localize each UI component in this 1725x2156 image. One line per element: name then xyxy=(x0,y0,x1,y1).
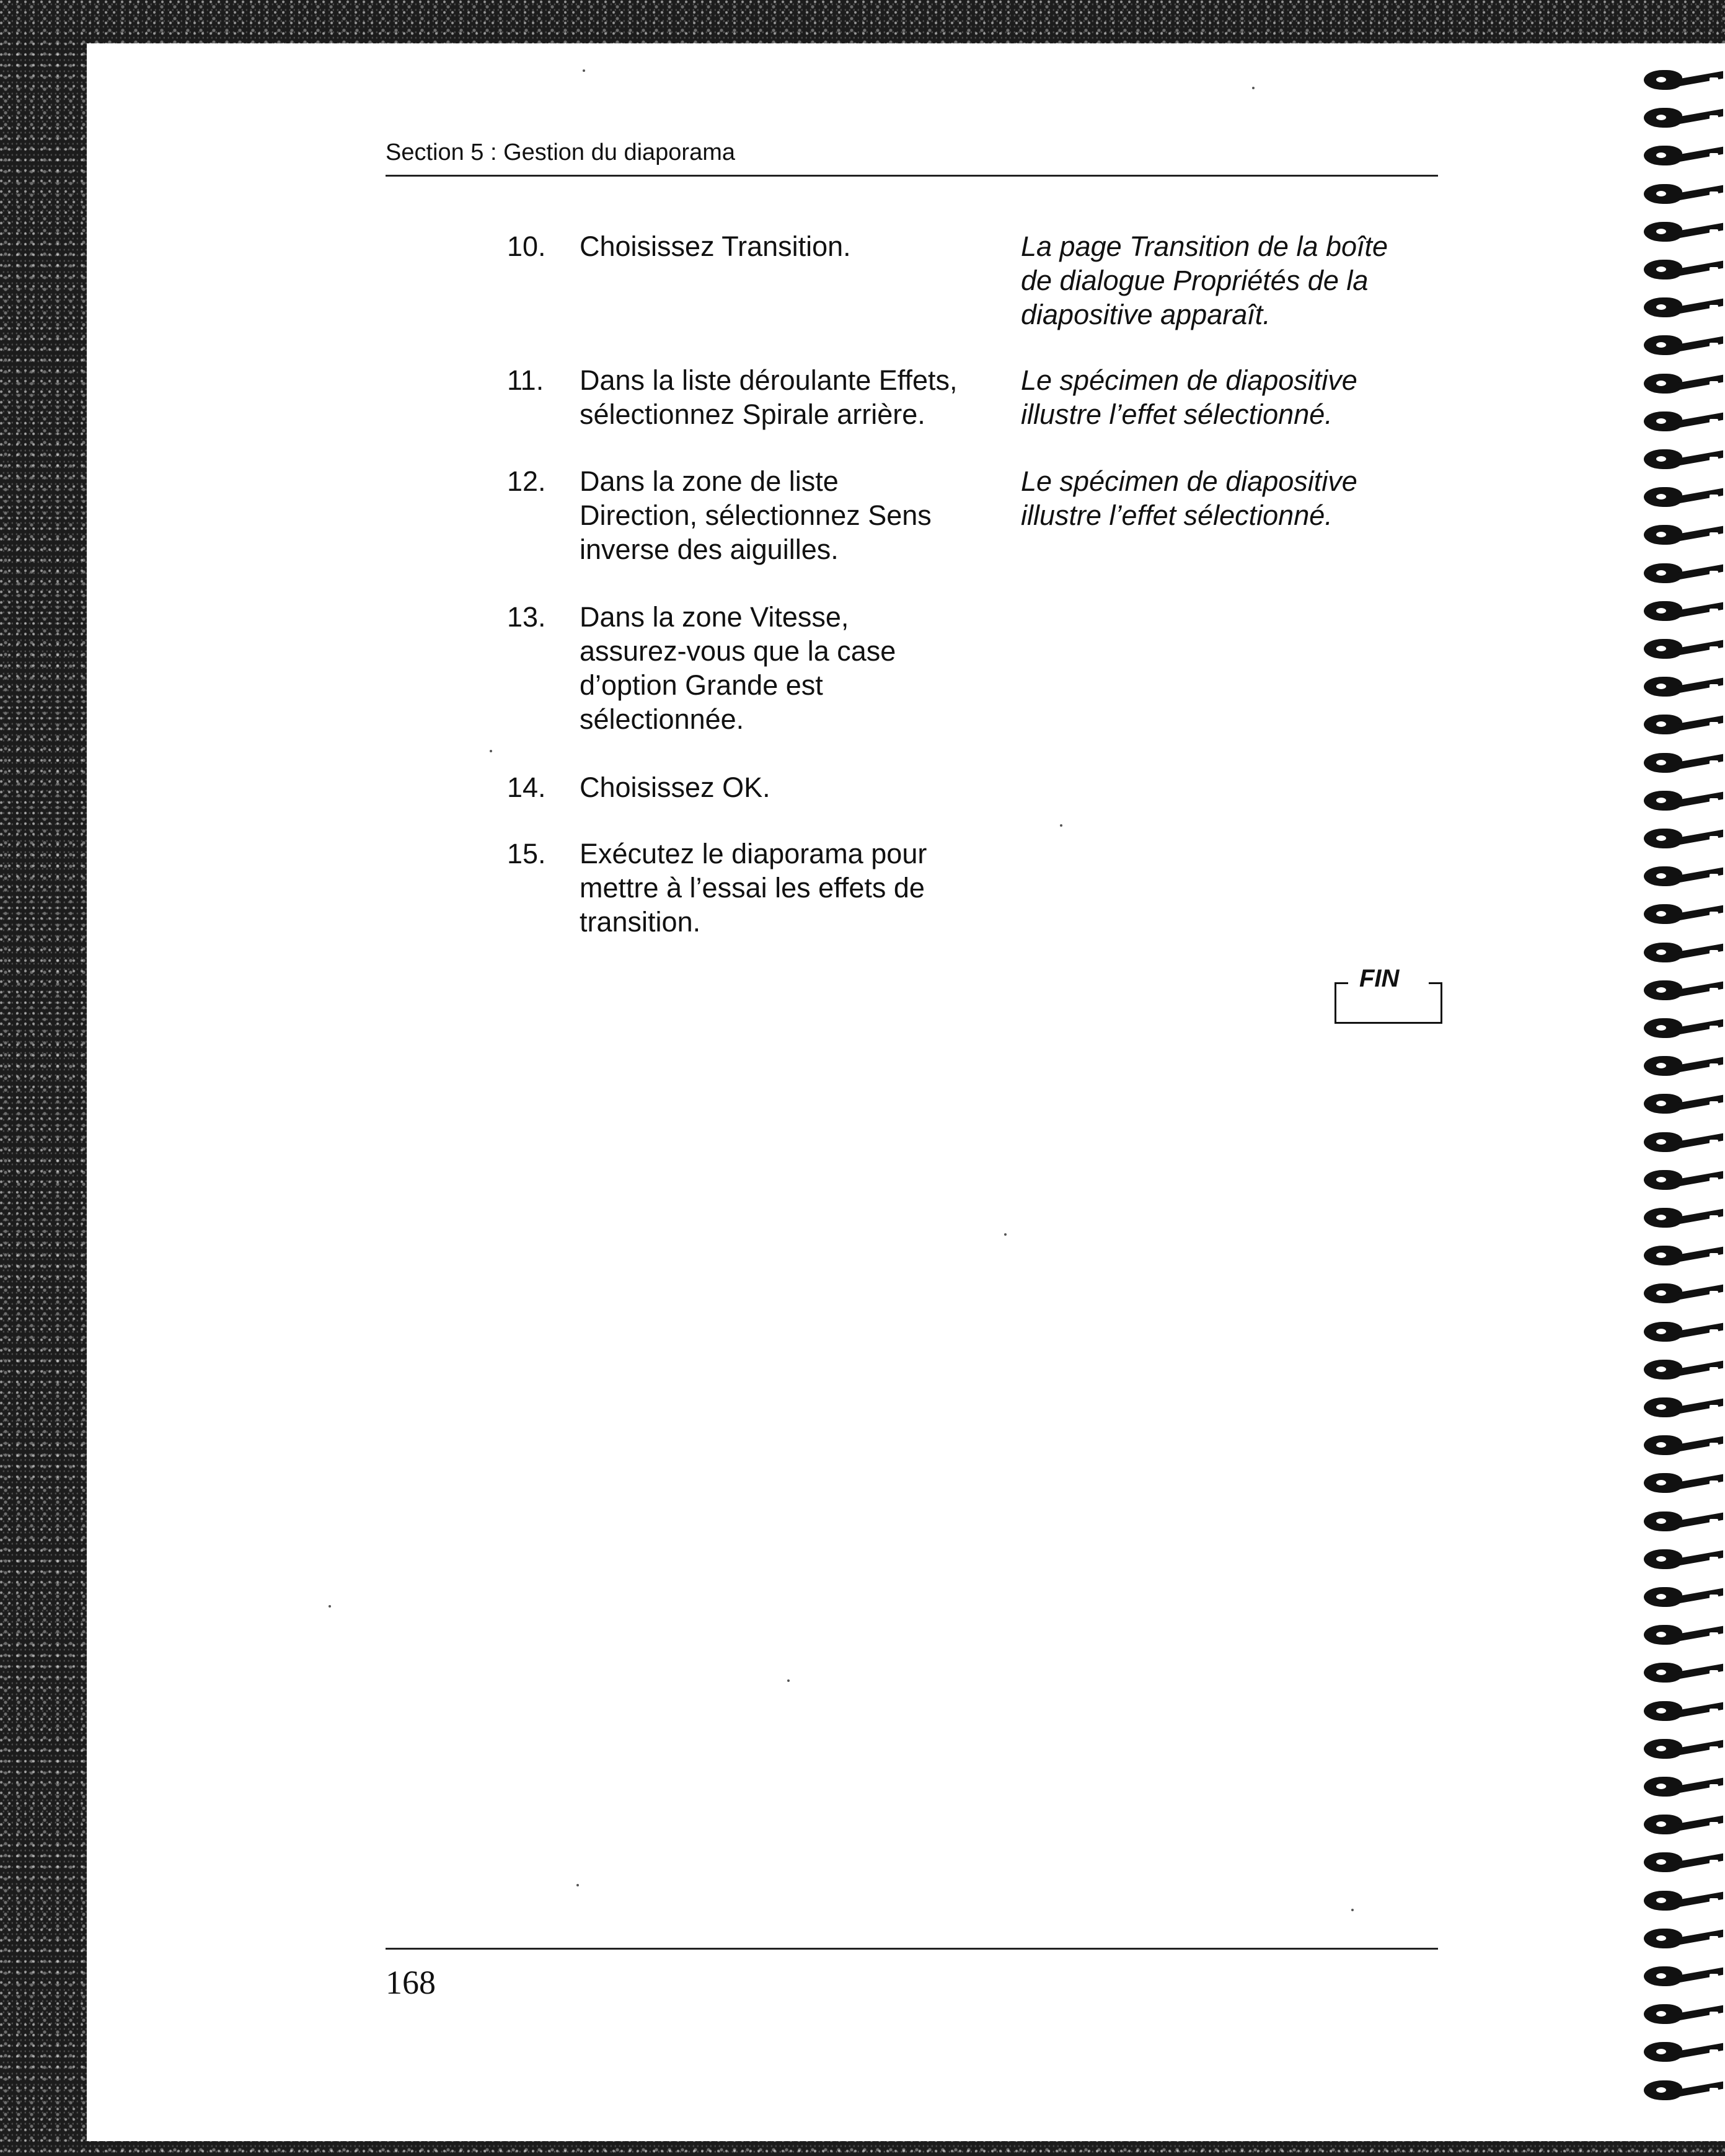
header-rule xyxy=(386,175,1438,177)
binding-coil xyxy=(1644,1887,1723,1914)
binding-coil xyxy=(1644,1469,1723,1497)
binding-coil xyxy=(1644,1129,1723,1156)
binding-coil xyxy=(1644,1242,1723,1269)
step-text-12: Dans la zone de liste Direction, sélectionnez Sens inverse des aiguilles. xyxy=(580,465,932,565)
binding-coil xyxy=(1644,1963,1723,1990)
binding-coil xyxy=(1644,1811,1723,1838)
page-number: 168 xyxy=(386,1964,436,2001)
step-number-12: 12. xyxy=(507,465,546,497)
step-note-10: La page Transition de la boîte de dialogue Propriétés de la diapositive apparaît. xyxy=(1021,231,1388,330)
binding-coil xyxy=(1644,1090,1723,1117)
binding-coil xyxy=(1644,2038,1723,2066)
binding-coil xyxy=(1644,1735,1723,1762)
binding-coil xyxy=(1644,446,1723,473)
binding-coil xyxy=(1644,560,1723,587)
step-text-15: Exécutez le diaporama pour mettre à l’essai les effets de transition. xyxy=(580,838,927,938)
binding-coil xyxy=(1644,1014,1723,1042)
document-page xyxy=(87,43,1725,2141)
footer-rule xyxy=(386,1948,1438,1950)
binding-coil xyxy=(1644,332,1723,359)
binding-coil xyxy=(1644,142,1723,169)
step-note-12: Le spécimen de diapositive illustre l’effet sélectionné. xyxy=(1021,465,1357,531)
end-marker-label: FIN xyxy=(1356,965,1403,993)
binding-coil xyxy=(1644,256,1723,283)
binding-coil xyxy=(1644,900,1723,928)
binding-coil xyxy=(1644,1621,1723,1648)
binding-coil xyxy=(1644,2000,1723,2028)
binding-coil xyxy=(1644,1280,1723,1307)
binding-coil xyxy=(1644,104,1723,131)
binding-coil xyxy=(1644,1849,1723,1876)
binding-coil xyxy=(1644,483,1723,511)
step-number-10: 10. xyxy=(507,231,546,262)
step-number-14: 14. xyxy=(507,772,546,803)
binding-coil xyxy=(1644,1432,1723,1459)
binding-coil xyxy=(1644,1356,1723,1383)
binding-coil xyxy=(1644,977,1723,1004)
binding-coil xyxy=(1644,825,1723,852)
binding-coil xyxy=(1644,1204,1723,1231)
binding-coil xyxy=(1644,408,1723,435)
binding-coil xyxy=(1644,1508,1723,1535)
step-text-13: Dans la zone Vitesse, assurez-vous que la case d’option Grande est sélectionnée. xyxy=(580,601,896,735)
binding-coil xyxy=(1644,635,1723,662)
binding-coil xyxy=(1644,1394,1723,1421)
binding-coil xyxy=(1644,673,1723,700)
binding-coil xyxy=(1644,787,1723,814)
step-number-13: 13. xyxy=(507,601,546,633)
step-note-11: Le spécimen de diapositive illustre l’effet sélectionné. xyxy=(1021,364,1357,430)
binding-coil xyxy=(1644,294,1723,321)
binding-coil xyxy=(1644,66,1723,94)
binding-coil xyxy=(1644,1318,1723,1345)
step-number-15: 15. xyxy=(507,838,546,869)
binding-coil xyxy=(1644,1583,1723,1611)
binding-coil xyxy=(1644,1546,1723,1573)
binding-coil xyxy=(1644,2077,1723,2104)
step-text-10: Choisissez Transition. xyxy=(580,231,851,262)
step-number-11: 11. xyxy=(507,364,544,396)
step-text-14: Choisissez OK. xyxy=(580,772,770,803)
binding-coil xyxy=(1644,863,1723,890)
binding-coil xyxy=(1644,218,1723,245)
binding-coil xyxy=(1644,749,1723,777)
step-text-11: Dans la liste déroulante Effets, sélectionnez Spirale arrière. xyxy=(580,364,958,430)
binding-coil xyxy=(1644,521,1723,548)
spiral-binding xyxy=(1644,59,1725,2110)
binding-coil xyxy=(1644,180,1723,208)
binding-coil xyxy=(1644,711,1723,738)
binding-coil xyxy=(1644,1925,1723,1952)
binding-coil xyxy=(1644,939,1723,966)
binding-coil xyxy=(1644,1773,1723,1800)
section-header: Section 5 : Gestion du diaporama xyxy=(386,139,736,165)
binding-coil xyxy=(1644,1052,1723,1080)
binding-coil xyxy=(1644,1166,1723,1194)
binding-coil xyxy=(1644,597,1723,625)
binding-coil xyxy=(1644,370,1723,397)
binding-coil xyxy=(1644,1697,1723,1725)
binding-coil xyxy=(1644,1659,1723,1686)
